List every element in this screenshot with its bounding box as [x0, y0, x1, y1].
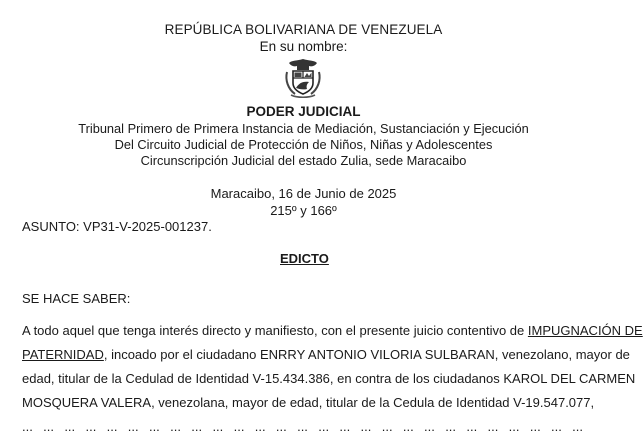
judicial-power-heading: PODER JUDICIAL: [246, 104, 361, 119]
body-line-1-text: A todo aquel que tenga interés directo y manifiesto, con el presente juicio contentivo de: [22, 323, 528, 338]
republic-heading: REPÚBLICA BOLIVARIANA DE VENEZUELA: [164, 22, 443, 37]
coat-of-arms-seal-icon: [281, 56, 325, 100]
case-type-part-2: PATERNIDAD: [22, 347, 104, 362]
announcement-line: SE HACE SABER:: [22, 291, 131, 306]
case-subject: ASUNTO: VP31-V-2025-001237.: [22, 219, 212, 234]
years-line: 215º y 166º: [270, 203, 337, 218]
body-line-2: [22, 343, 630, 367]
body-line-5-cut-off: ... ... ... ... ... ... ... ... ... ... ... ... ... ... ... ... ... ... ... ... ... ... ... ... ... ... ...: [22, 419, 583, 434]
case-type-part-1: IMPUGNACIÓN DE: [527, 323, 643, 338]
court-name-line-2: Del Circuito Judicial de Protección de Niños, Niñas y Adolescentes: [114, 137, 493, 152]
document-title: EDICTO: [280, 251, 329, 266]
body-line-4: MOSQUERA VALERA, venezolana, mayor de edad, titular de la Cedula de Identidad V-19.547.077,: [22, 395, 595, 410]
body-line-1: [22, 319, 643, 343]
in-name-line: En su nombre:: [259, 39, 348, 54]
court-name-line-1: Tribunal Primero de Primera Instancia de Mediación, Sustanciación y Ejecución: [78, 121, 529, 136]
body-line-2-text: , incoado por el ciudadano ENRRY ANTONIO VILORIA SULBARAN, venezolano, mayor de: [103, 347, 630, 362]
body-paragraph: [22, 319, 643, 434]
body-line-3: edad, titular de la Cedulad de Identidad V-15.434.386, en contra de los ciudadanos KAROL DEL CARMEN: [22, 371, 636, 386]
place-date: Maracaibo, 16 de Junio de 2025: [210, 186, 397, 201]
court-name-line-3: Circunscripción Judicial del estado Zulia, sede Maracaibo: [140, 153, 467, 168]
